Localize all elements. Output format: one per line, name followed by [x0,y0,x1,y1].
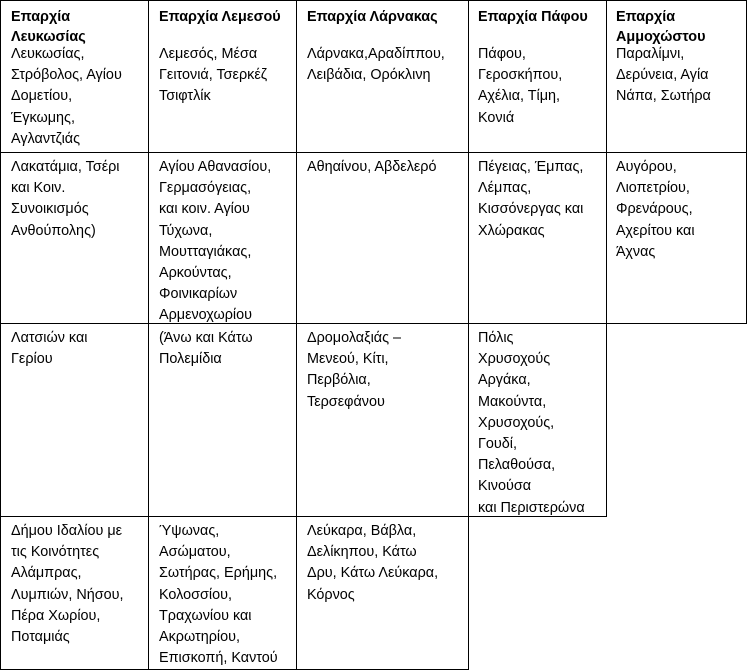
row1-nicosia: Λευκωσίας, Στρόβολος, Αγίου Δομετίου, Έγκωμης, Αγλαντζιάς [11,46,122,147]
row3-limassol: (Άνω και Κάτω Πολεμίδια [159,330,253,368]
grid-line-row3-bottom [0,516,607,517]
row1-famagusta: Παραλίμνι, Δερύνεια, Αγία Νάπα, Σωτήρα [616,46,711,105]
header-famagusta: Επαρχία Αμμοχώστου [616,9,706,45]
row1-limassol: Λεμεσός, Μέσα Γειτονιά, Τσερκέζ Τσιφτλίκ [159,46,268,105]
row3-paphos: Πόλις Χρυσοχούς Αργάκα, Μακούντα, Χρυσοχούς, Γουδί, Πελαθούσα, Κινούσα και Περιστερώνα [478,330,585,516]
row4-larnaca: Λεύκαρα, Βάβλα, Δελίκηπου, Κάτω Δρυ, Κάτω Λεύκαρα, Κόρνος [307,523,439,603]
grid-line-col0 [0,0,1,670]
row3-nicosia: Λατσιών και Γερίου [11,330,88,368]
row4-nicosia: Δήμου Ιδαλίου με τις Κοινότητες Αλάμπρας, Λυμπιών, Νήσου, Πέρα Χωρίου, Ποταμιάς [11,523,124,646]
grid-line-top [0,0,747,1]
grid-line-row1-bottom [0,152,747,153]
row2-limassol: Αγίου Αθανασίου, Γερμασόγειας, και κοιν. Αγίου Τύχωνα, Μουτταγιάκας, Αρκούντας, Φοινικαρίων Αρμενοχωρίου [159,159,272,324]
header-larnaca: Επαρχία Λάρνακας [307,9,438,25]
row3-larnaca: Δρομολαξιάς – Μενεού, Κίτι, Περβόλια, Τερσεφάνου [307,330,402,410]
row2-famagusta: Αυγόρου, Λιοπετρίου, Φρενάρους, Αχερίτου και Άχνας [616,159,695,260]
grid-line-col2 [296,0,297,670]
row2-paphos: Πέγειας, Έμπας, Λέμπας, Κισσόνεργας και Χλώρακας [478,159,584,239]
grid-line-col1 [148,0,149,670]
row4-limassol: Ύψωνας, Ασώματου, Σωτήρας, Ερήμης, Κολοσσίου, Τραχωνίου και Ακρωτηρίου, Επισκοπή, Καντού [159,523,278,667]
row1-larnaca: Λάρνακα,Αραδίππου, Λειβάδια, Ορόκλινη [307,46,445,84]
grid-line-row4-bottom [0,669,469,670]
header-limassol: Επαρχία Λεμεσού [159,9,281,25]
grid-line-col5 [746,0,747,324]
row1-paphos: Πάφου, Γεροσκήπου, Αχέλια, Τίμη, Κονιά [478,46,563,126]
header-paphos: Επαρχία Πάφου [478,9,588,25]
row2-nicosia: Λακατάμια, Τσέρι και Κοιν. Συνοικισμός Ανθούπολης) [11,159,120,239]
grid-line-col4 [606,0,607,517]
grid-line-col3 [468,0,469,670]
row2-larnaca: Αθηαίνου, Αβδελερό [307,159,437,175]
grid-line-row2-bottom [0,323,747,324]
header-nicosia: Επαρχία Λευκωσίας [11,9,86,45]
